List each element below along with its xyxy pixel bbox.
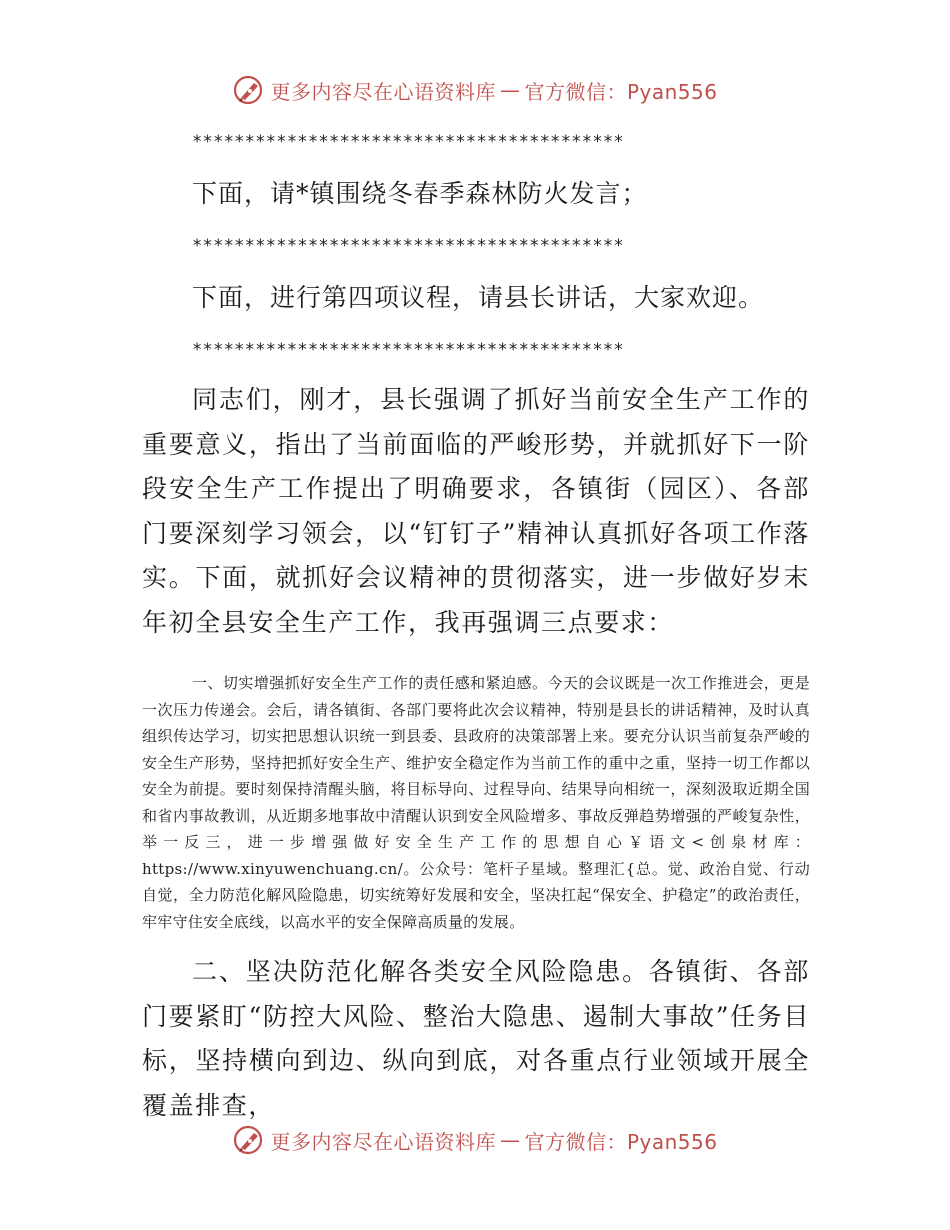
pen-logo-icon (232, 73, 266, 107)
separator-stars: ***************************************** (192, 340, 624, 360)
banner-title: 更多内容尽在心语资料库 (270, 79, 496, 104)
speech-paragraph-small: 一、切实增强抓好安全生产工作的责任感和紧迫感。今天的会议既是一次工作推进会，更是一次压力传递会。会后，请各镇街、各部门要将此次会议精神，特别是县长的讲话精神，及时认真组织传达学习，切实把思想认识统一到县委、县政府的决策部署上来。要充分认识当前复杂严峻的安全生产形势，坚持把抓好安全生产、维护安全稳定作为当前工作的重中之重，坚持一切工作都以安全为前提。要时刻保持清醒头脑，将目标导向、过程导向、结果导向相统一，深刻汲取近期全国和省内事故教训，从近期多地事故中清醒认识到安全风险增多、事故反弹趋势增强的严峻复杂性，举一反三，进一步增强做好安全生产工作的思想自心￥语文<创泉材库：https://www.xinyuwenchuang.cn/。公众号：笔杆子星域。整理汇{总。觉、政治自觉、行动自觉，全力防范化解风险隐患，切实统筹好发展和安全，坚决扛起“保安全、护稳定”的政治责任，牢牢守住安全底线，以高水平的安全保障高质量的发展。 (142, 674, 810, 931)
agenda-line: 下面，请*镇围绕冬春季森林防火发言； (192, 179, 648, 208)
banner-text (270, 76, 717, 105)
banner-separator: — (499, 78, 521, 102)
agenda-line: 下面，进行第四项议程，请县长讲话，大家欢迎。 (192, 283, 765, 312)
banner-text (270, 1126, 717, 1155)
banner-separator: — (499, 1128, 521, 1152)
document-body (142, 122, 810, 1153)
banner-contact: 官方微信：Pyan556 (524, 79, 718, 104)
banner-title: 更多内容尽在心语资料库 (270, 1129, 496, 1154)
speech-paragraph: 同志们，刚才，县长强调了抓好当前安全生产工作的重要意义，指出了当前面临的严峻形势，并就抓好下一阶段安全生产工作提出了明确要求，各镇街（园区）、各部门要深刻学习领会，以“钉钉子”精神认真抓好各项工作落实。下面，就抓好会议精神的贯彻落实，进一步做好岁末年初全县安全生产工作，我再强调三点要求： (142, 385, 810, 637)
pen-logo-icon (232, 1123, 266, 1157)
header-banner (0, 70, 950, 110)
footer-banner (0, 1120, 950, 1160)
separator-stars: ***************************************** (192, 132, 624, 152)
separator-stars: ***************************************** (192, 236, 624, 256)
speech-paragraph: 二、坚决防范化解各类安全风险隐患。各镇街、各部门要紧盯“防控大风险、整治大隐患、遏制大事故”任务目标，坚持横向到边、纵向到底，对各重点行业领域开展全覆盖排查， (142, 957, 810, 1120)
banner-contact: 官方微信：Pyan556 (524, 1129, 718, 1154)
